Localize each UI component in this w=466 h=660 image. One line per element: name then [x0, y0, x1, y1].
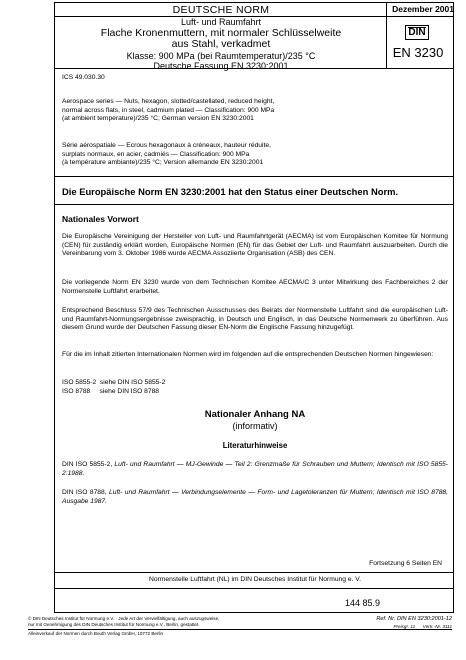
publication-date: Dezember 2001: [392, 4, 454, 14]
section-heading: Nationales Vorwort: [62, 214, 139, 224]
annex-title: Nationaler Anhang NA: [204, 409, 306, 420]
norm-label: DEUTSCHE NORM: [172, 4, 270, 16]
continuation-note: Fortsetzung 6 Seiten EN: [369, 560, 442, 567]
french-title-line: Série aérospatiale — Ecrous hexagonaux à créneaux, hauteur réduite,: [62, 142, 271, 149]
status-divider-top: [54, 176, 454, 177]
french-title-line: surplats normaux, en acier, cadmiés — Classification: 900 MPa: [62, 150, 250, 158]
title-line: Klasse: 900 MPa (bei Raumtemperatur)/235 °C: [126, 50, 316, 61]
title-line: Flache Kronenmuttern, mit normaler Schlüsselweite: [100, 26, 342, 39]
ics-code: ICS 49.030.30: [62, 74, 105, 81]
french-title-line: (à température ambiante)/235 °C; Version allemande EN 3230:2001: [62, 159, 264, 167]
foreword-paragraph: Die Europäische Vereinigung der Hersteller von Luft- und Raumfahrtgerät (AECMA) ist vom Europäischen Komitee für Normung (CEN) für zuständig erklärt worden, Europäische Normen (EN) für das Gebiet der Luft- und Raumfahrt auszuarbeiten. Durch die Vereinbarung vom 3. Oktober 1986 wurde AECMA Assoziierte Organisation (ASB) des CEN.: [62, 233, 448, 258]
din-logo-bar: [408, 27, 426, 28]
bibliography-text: Luft- und Raumfahrt — Verbindungselemente — Form- und Lagetoleranzen für Muttern; Identisch mit ISO 8788, Ausgabe 1987.: [62, 489, 448, 505]
issuer-line: Normenstelle Luftfahrt (NL) im DIN Deutsches Institut für Normung e. V.: [149, 576, 361, 583]
copyright-notice: [28, 616, 348, 627]
copyright-line: © DIN Deutsches Institut für Normung e.V. · Jede Art der Vervielfältigung, auch auszugsweise,: [28, 616, 220, 621]
bibliography-entry: [62, 489, 448, 506]
din-logo: [405, 25, 429, 40]
copyright-line: nur mit Genehmigung des DIN Deutsches Institut für Normung e.V., Berlin, gestattet.: [28, 621, 200, 627]
din-logo-text: DIN: [408, 27, 426, 38]
bibliography-text: Luft- und Raumfahrt — MJ-Gewinde — Teil 2: Grenzmaße für Schrauben und Muttern; Identisch mit ISO 5855-2:1988.: [62, 461, 448, 477]
english-title-line: (at ambient temperature)/235 °C; German version EN 3230:2001: [62, 115, 254, 123]
footer-divider: [54, 588, 454, 589]
english-title-line: normal across flats, in steel, cadmium plated — Classification: 900 MPa: [62, 106, 275, 114]
document-number: 144 85.9: [345, 598, 381, 608]
bibliography-heading: Literaturhinweise: [222, 441, 288, 450]
price-group: Preisgr. 11 Vertr.-Nr. 3111: [393, 624, 452, 629]
status-statement: Die Europäische Norm EN 3230:2001 hat den Status einer Deutschen Norm.: [62, 186, 399, 197]
sales-notice: Alleinverkauf der Normen durch Beuth Verlag GmbH, 10772 Berlin: [28, 631, 164, 636]
reference-line: ISO 8788 siehe DIN ISO 8788: [62, 388, 160, 395]
title-line: Luft- und Raumfahrt: [180, 17, 262, 27]
english-title-line: Aerospace series — Nuts, hexagon, slotted/castellated, reduced height,: [62, 98, 275, 105]
status-divider-bottom: [54, 204, 454, 205]
issuer-divider: [54, 572, 454, 573]
german-title: [56, 17, 386, 72]
english-title: [62, 98, 442, 124]
annex-subtitle: (informativ): [232, 421, 278, 431]
foreword-paragraph: Die vorliegende Norm EN 3230 wurde von dem Technischen Komitee AECMA/C 3 unter Mitwirkung des Fachbereiches 2 der Normenstelle Luftfahrt erarbeitet.: [62, 279, 448, 295]
foreword-paragraph: Für die im Inhalt zitierten Internationalen Normen wird im folgenden auf die entsprechenden Deutschen Normen hingewiesen:: [62, 351, 434, 358]
bibliography-ref: DIN ISO 8788,: [62, 489, 107, 496]
standard-number: EN 3230: [392, 45, 444, 60]
reference-number: Ref. Nr. DIN EN 3230:2001-12: [376, 616, 452, 622]
bottom-divider: [28, 629, 452, 630]
foreword-paragraph: Entsprechend Beschluss 57/9 des Technischen Ausschusses des Beirats der Normenstelle Luftfahrt sind die europäischen Luft- und Raumfahrt-Normungsergebnisse zweisprachig, in Deutsch und Englisch, in das Deutsche Normenwerk zu überführen. Aus diesem Grund wurde der Deutschen Fassung dieser EN-Norm die Englische Fassung hinzugefügt.: [62, 307, 448, 332]
reference-line: ISO 5855-2 siehe DIN ISO 5855-2: [62, 379, 166, 386]
french-title: [62, 142, 442, 168]
title-line: aus Stahl, verkadmet: [171, 38, 271, 50]
bibliography-ref: DIN ISO 5855-2,: [62, 461, 113, 468]
title-line: Deutsche Fassung EN 3230:2001: [153, 61, 289, 71]
bibliography-entry: [62, 461, 448, 478]
